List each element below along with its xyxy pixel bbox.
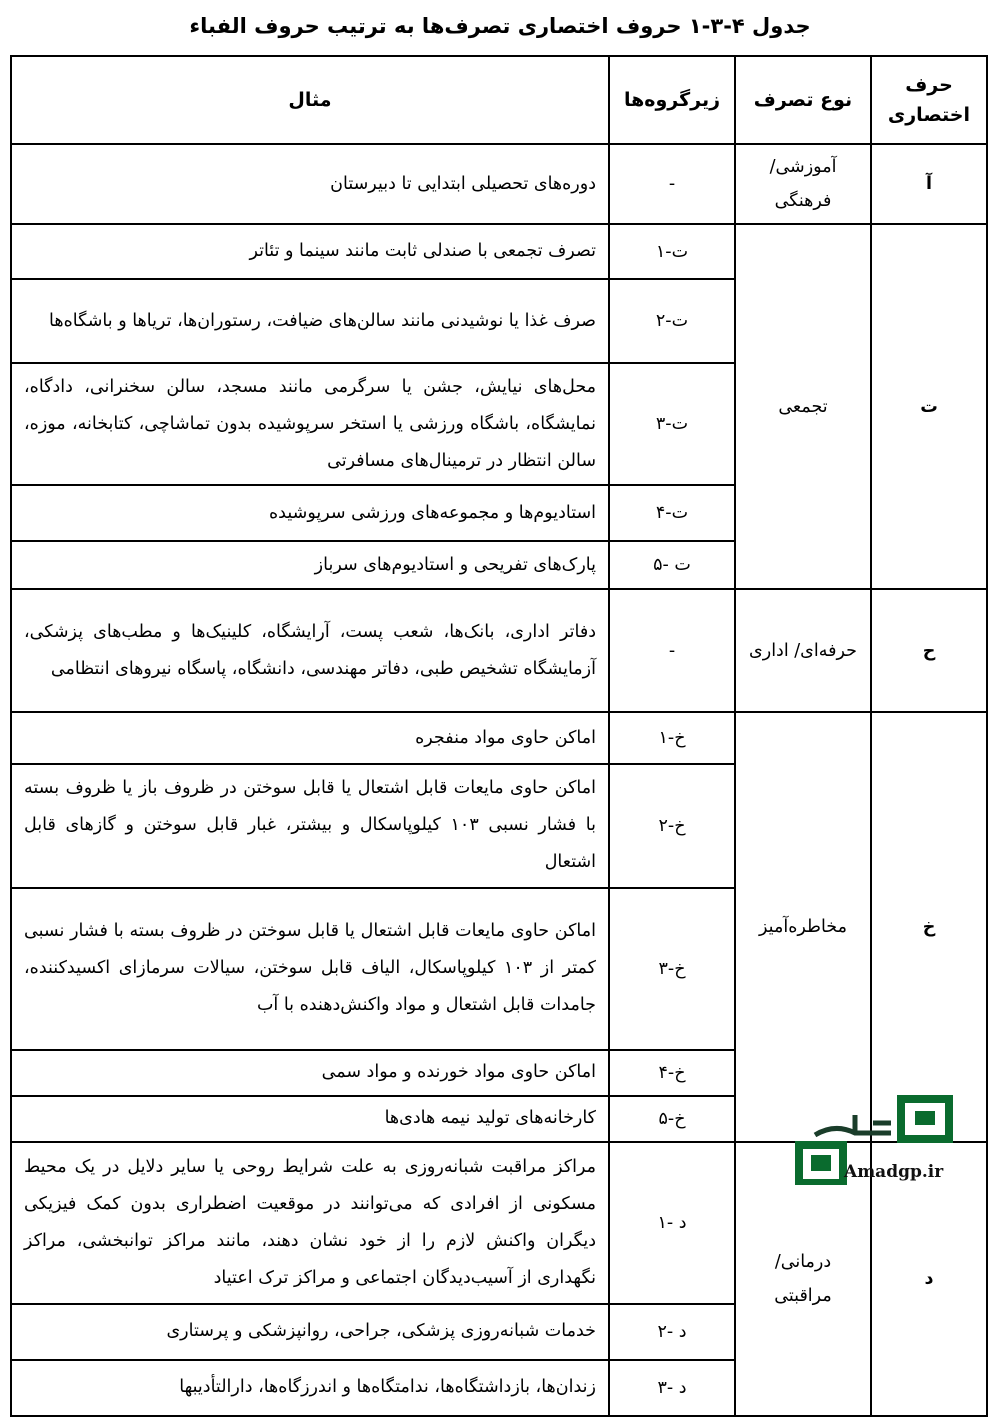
subgroup-code: د -۱ <box>609 1142 735 1304</box>
example-text: اماکن حاوی مایعات قابل اشتعال یا قابل سوختن در ظروف بسته با فشار نسبی کمتر از ۱۰۳ کیلوپاسکال، الیاف قابل سوختن، سیالات سرمازای اکسیدکننده، جامدات قابل اشتعال و مواد واکنش‌دهنده با آب <box>11 888 609 1050</box>
example-text: خدمات شبانه‌روزی پزشکی، جراحی، روانپزشکی و پرستاری <box>11 1304 609 1360</box>
example-text: تصرف تجمعی با صندلی ثابت مانند سینما و تئاتر <box>11 224 609 279</box>
occupancy-letter: ت <box>871 224 987 589</box>
subgroup-code: خ-۵ <box>609 1096 735 1142</box>
example-text: زندان‌ها، بازداشتگاه‌ها، ندامتگاه‌ها و اندرزگاه‌ها، دارالتأدیبها <box>11 1360 609 1416</box>
subgroup-code: خ-۱ <box>609 712 735 764</box>
occupancy-type: آموزشی/ فرهنگی <box>735 144 871 224</box>
subgroup-code: ت -۵ <box>609 541 735 589</box>
subgroup-code: - <box>609 589 735 712</box>
subgroup-code: ت-۳ <box>609 363 735 485</box>
occupancy-letter: خ <box>871 712 987 1141</box>
subgroup-code: ت-۴ <box>609 485 735 541</box>
subgroup-code: ت-۲ <box>609 279 735 363</box>
example-text: کارخانه‌های تولید نیمه هادی‌ها <box>11 1096 609 1142</box>
header-subgroups: زیرگروه‌ها <box>609 56 735 144</box>
occupancy-type: درمانی/ مراقبتی <box>735 1142 871 1416</box>
table-row <box>11 712 987 764</box>
table-row <box>11 224 987 279</box>
example-text: پارک‌های تفریحی و استادیوم‌های سرباز <box>11 541 609 589</box>
header-example: مثال <box>11 56 609 144</box>
occupancy-table <box>10 55 988 1417</box>
watermark-site: Amadgp.ir <box>844 1162 944 1182</box>
header-letter: حرف اختصاری <box>871 56 987 144</box>
subgroup-code: ت-۱ <box>609 224 735 279</box>
table-row <box>11 144 987 224</box>
example-text: استادیوم‌ها و مجموعه‌های ورزشی سرپوشیده <box>11 485 609 541</box>
header-type: نوع تصرف <box>735 56 871 144</box>
table-row <box>11 589 987 712</box>
header-row <box>11 56 987 144</box>
occupancy-type: حرفه‌ای/ اداری <box>735 589 871 712</box>
example-text: اماکن حاوی مواد منفجره <box>11 712 609 764</box>
occupancy-letter: د <box>871 1142 987 1416</box>
subgroup-code: د -۳ <box>609 1360 735 1416</box>
example-text: دوره‌های تحصیلی ابتدایی تا دبیرستان <box>11 144 609 224</box>
subgroup-code: خ-۳ <box>609 888 735 1050</box>
occupancy-letter: آ <box>871 144 987 224</box>
table-title: جدول ۴-۳-۱ حروف اختصاری تصرف‌ها به ترتیب حروف الفباء <box>189 14 811 38</box>
example-text: صرف غذا یا نوشیدنی مانند سالن‌های ضیافت، رستوران‌ها، تریاها و باشگاه‌ها <box>11 279 609 363</box>
subgroup-code: خ-۴ <box>609 1050 735 1096</box>
example-text: دفاتر اداری، بانک‌ها، شعب پست، آرایشگاه، کلینیک‌ها و مطب‌های پزشکی، آزمایشگاه تشخیص طبی، دفاتر مهندسی، دانشگاه، پاسگاه نیروهای انتظامی <box>11 589 609 712</box>
example-text: مراکز مراقبت شبانه‌روزی به علت شرایط روحی یا سایر دلایل در یک محیط مسکونی از افرادی که می‌توانند در موقعیت اضطراری بدون کمک فیزیکی دیگران واکنش لازم را از خود نشان دهند، مانند مراکز توانبخشی، مراکز نگهداری از آسیب‌دیدگان اجتماعی و مراکز ترک اعتیاد <box>11 1142 609 1304</box>
occupancy-type: مخاطره‌آمیز <box>735 712 871 1141</box>
example-text: اماکن حاوی مایعات قابل اشتعال یا قابل سوختن در ظروف باز یا ظروف بسته با فشار نسبی ۱۰۳ کیلوپاسکال و بیشتر، غبار قابل سوختن و گازهای قابل اشتعال <box>11 764 609 887</box>
subgroup-code: خ-۲ <box>609 764 735 887</box>
subgroup-code: د -۲ <box>609 1304 735 1360</box>
occupancy-type: تجمعی <box>735 224 871 589</box>
occupancy-letter: ح <box>871 589 987 712</box>
example-text: محل‌های نیایش، جشن یا سرگرمی مانند مسجد، سالن سخنرانی، دادگاه، نمایشگاه، باشگاه ورزشی یا استخر سرپوشیده بدون تماشاچی، کتابخانه، موزه، سالن انتظار در ترمینال‌های مسافرتی <box>11 363 609 485</box>
subgroup-code: - <box>609 144 735 224</box>
example-text: اماکن حاوی مواد خورنده و مواد سمی <box>11 1050 609 1096</box>
